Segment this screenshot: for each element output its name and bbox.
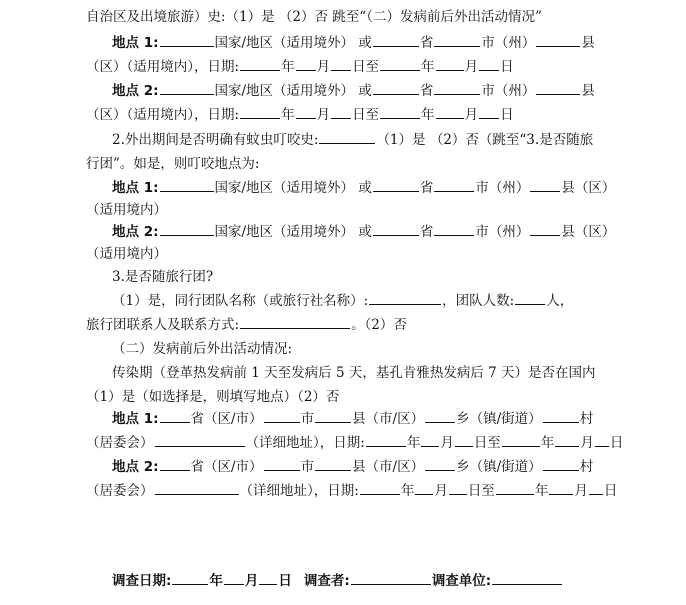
day-blank[interactable] — [479, 104, 499, 119]
country-blank[interactable] — [160, 177, 214, 192]
intro-line — [86, 6, 686, 28]
q2-options: （1）是 （2）否（跳至“3.是否随旅 — [376, 132, 594, 148]
q2-place1-label: 地点 1: — [112, 180, 159, 196]
unit-label: 调查单位: — [431, 573, 492, 589]
footer-year-blank[interactable] — [172, 570, 208, 585]
village-blank[interactable] — [543, 408, 579, 423]
province-blank[interactable] — [373, 177, 419, 192]
s1-place2-label: 地点 2: — [112, 83, 159, 99]
q2-place1-row2 — [86, 199, 686, 221]
province-blank[interactable] — [373, 80, 419, 95]
text: 月 — [574, 483, 588, 499]
text: 省 — [419, 180, 434, 196]
text: 日 — [609, 435, 624, 451]
month-blank[interactable] — [296, 56, 316, 71]
text: （适用境内） — [86, 246, 167, 262]
province-blank[interactable] — [160, 456, 190, 471]
s1-place1-row1 — [112, 32, 686, 54]
month-blank[interactable] — [549, 480, 573, 495]
text: 国家/地区（适用境外） 或 — [214, 180, 372, 196]
town-blank[interactable] — [425, 408, 455, 423]
day-blank[interactable] — [331, 104, 351, 119]
intro-text: 自治区及出境旅游）史:（1）是 （2）否 跳至“（二）发病前后外出活动情况” — [86, 9, 542, 25]
city-blank[interactable] — [264, 456, 300, 471]
text: 日至 — [352, 107, 380, 123]
investigator-label: 调查者: — [303, 573, 350, 589]
country-blank[interactable] — [160, 221, 214, 236]
year-blank[interactable] — [380, 104, 420, 119]
text: 日 — [278, 573, 292, 589]
q2-line2 — [86, 153, 686, 175]
s1-place2-row2 — [86, 104, 686, 126]
year-blank[interactable] — [360, 480, 400, 495]
text: 县 — [581, 35, 595, 51]
text: 省（区/市） — [190, 459, 263, 475]
text: （区）（适用境内），日期: — [86, 59, 240, 75]
text: 县（区） — [561, 224, 616, 240]
text: 市 — [300, 411, 315, 427]
text: （详细地址），日期: — [245, 435, 365, 451]
text: 月 — [580, 435, 594, 451]
q2-place1-row1 — [112, 177, 686, 199]
text: 县（市/区） — [352, 459, 425, 475]
text: 年 — [281, 107, 295, 123]
text: 国家/地区（适用境外） 或 — [214, 83, 372, 99]
text: 县（市/区） — [352, 411, 425, 427]
text: （二）发病前后外出活动情况: — [112, 341, 293, 357]
county-blank[interactable] — [536, 80, 580, 95]
town-blank[interactable] — [425, 456, 455, 471]
text: 月 — [464, 107, 479, 123]
text: 年 — [209, 573, 223, 589]
city-blank[interactable] — [434, 80, 480, 95]
year-blank[interactable] — [380, 56, 420, 71]
city-blank[interactable] — [434, 177, 474, 192]
text: 3.是否随旅行团? — [112, 269, 214, 285]
sec2-place1-row2 — [86, 432, 686, 454]
text: 县（区） — [561, 180, 616, 196]
province-blank[interactable] — [160, 408, 190, 423]
footer — [112, 570, 686, 592]
text: 年 — [281, 59, 295, 75]
text: ，团队人数: — [442, 293, 515, 309]
q3-line2 — [86, 314, 686, 336]
county-blank[interactable] — [315, 408, 351, 423]
text: 旅行团联系人及联系方式: — [86, 317, 240, 333]
text: 省 — [419, 35, 434, 51]
text: 省 — [419, 224, 434, 240]
sec2-place2-label: 地点 2: — [112, 459, 159, 475]
footer-day-blank[interactable] — [259, 570, 277, 585]
text: 。（2）否 — [351, 317, 407, 333]
year-blank[interactable] — [502, 432, 540, 447]
day-blank[interactable] — [595, 432, 609, 447]
text: （1）是，同行团队名称（或旅行社名称）: — [112, 293, 369, 309]
month-blank[interactable] — [555, 432, 579, 447]
text: 市（州） — [481, 35, 536, 51]
s1-place1-label: 地点 1: — [112, 35, 159, 51]
text: 市 — [300, 459, 315, 475]
month-blank[interactable] — [436, 104, 464, 119]
team-name-blank[interactable] — [369, 290, 441, 305]
text: 国家/地区（适用境外） 或 — [214, 224, 372, 240]
text: 县 — [581, 83, 595, 99]
text: （适用境内） — [86, 202, 167, 218]
country-blank[interactable] — [160, 32, 214, 47]
text: 月 — [464, 59, 479, 75]
year-blank[interactable] — [496, 480, 534, 495]
q2-line1 — [112, 129, 686, 151]
year-blank[interactable] — [366, 432, 406, 447]
sec2-place1-label: 地点 1: — [112, 411, 159, 427]
sec2-line1 — [112, 362, 686, 384]
text: 村 — [579, 459, 594, 475]
text: 国家/地区（适用境外） 或 — [214, 35, 372, 51]
text: 月 — [316, 107, 331, 123]
q2-place2-row1 — [112, 221, 686, 243]
unit-blank[interactable] — [492, 570, 562, 585]
text: 传染期（登革热发病前 1 天至发病后 5 天，基孔肯雅热发病后 7 天）是否在国内 — [112, 365, 596, 381]
text: 日 — [500, 59, 514, 75]
text: 省 — [419, 83, 434, 99]
contact-blank[interactable] — [240, 314, 350, 329]
month-blank[interactable] — [296, 104, 316, 119]
year-blank[interactable] — [240, 104, 280, 119]
county-blank[interactable] — [536, 32, 580, 47]
text: 月 — [244, 573, 259, 589]
text: （详细地址），日期: — [239, 483, 359, 499]
text: 市（州） — [481, 83, 536, 99]
city-blank[interactable] — [434, 221, 474, 236]
day-blank[interactable] — [331, 56, 351, 71]
text: （区）（适用境内），日期: — [86, 107, 240, 123]
text: 日至 — [352, 59, 380, 75]
text: 日至 — [473, 435, 501, 451]
text: 年 — [534, 483, 549, 499]
day-blank[interactable] — [455, 432, 473, 447]
address-blank[interactable] — [155, 432, 245, 447]
text: 市（州） — [475, 224, 530, 240]
day-blank[interactable] — [589, 480, 603, 495]
year-blank[interactable] — [240, 56, 280, 71]
q3-title — [112, 266, 686, 288]
month-blank[interactable] — [436, 56, 464, 71]
address-blank[interactable] — [155, 480, 239, 495]
month-blank[interactable] — [421, 432, 439, 447]
sec2-title — [112, 338, 686, 360]
text: 年 — [400, 483, 415, 499]
day-blank[interactable] — [449, 480, 467, 495]
s1-place1-row2 — [86, 56, 686, 78]
sec2-line2 — [86, 386, 686, 408]
text: （1）是（如选择是，则填写地点）（2）否 — [86, 389, 340, 405]
sec2-place1-row1 — [112, 408, 686, 430]
text: 省（区/市） — [190, 411, 263, 427]
text: 年 — [406, 435, 421, 451]
city-blank[interactable] — [434, 32, 480, 47]
q2-place2-row2 — [86, 243, 686, 265]
text: 乡（镇/街道） — [456, 411, 542, 427]
text: 乡（镇/街道） — [456, 459, 542, 475]
province-blank[interactable] — [373, 32, 419, 47]
text: 日 — [603, 483, 618, 499]
text: 年 — [540, 435, 555, 451]
text: 日 — [500, 107, 514, 123]
q3-line1 — [112, 290, 686, 312]
text: 月 — [434, 483, 448, 499]
country-blank[interactable] — [160, 80, 214, 95]
city-blank[interactable] — [264, 408, 300, 423]
county-blank[interactable] — [530, 221, 560, 236]
survey-date-label: 调查日期: — [112, 573, 172, 589]
mosquito-bite-blank[interactable] — [319, 129, 375, 144]
s1-place2-row1 — [112, 80, 686, 102]
text: 市（州） — [475, 180, 530, 196]
text: 日至 — [467, 483, 495, 499]
county-blank[interactable] — [315, 456, 351, 471]
team-size-blank[interactable] — [515, 290, 545, 305]
text: （居委会） — [86, 483, 154, 499]
text: 行团”。如是，则叮咬地点为: — [86, 156, 260, 172]
text: 月 — [316, 59, 331, 75]
day-blank[interactable] — [479, 56, 499, 71]
village-blank[interactable] — [543, 456, 579, 471]
text: 人， — [546, 293, 574, 309]
q2-question: 2.外出期间是否明确有蚊虫叮咬史: — [112, 132, 319, 148]
text: （居委会） — [86, 435, 154, 451]
text: 月 — [440, 435, 454, 451]
province-blank[interactable] — [373, 221, 419, 236]
footer-month-blank[interactable] — [224, 570, 244, 585]
investigator-blank[interactable] — [351, 570, 431, 585]
month-blank[interactable] — [415, 480, 433, 495]
sec2-place2-row2 — [86, 480, 686, 502]
sec2-place2-row1 — [112, 456, 686, 478]
text: 年 — [421, 107, 435, 123]
text: 年 — [421, 59, 435, 75]
q2-place2-label: 地点 2: — [112, 224, 159, 240]
text: 村 — [579, 411, 594, 427]
county-blank[interactable] — [530, 177, 560, 192]
